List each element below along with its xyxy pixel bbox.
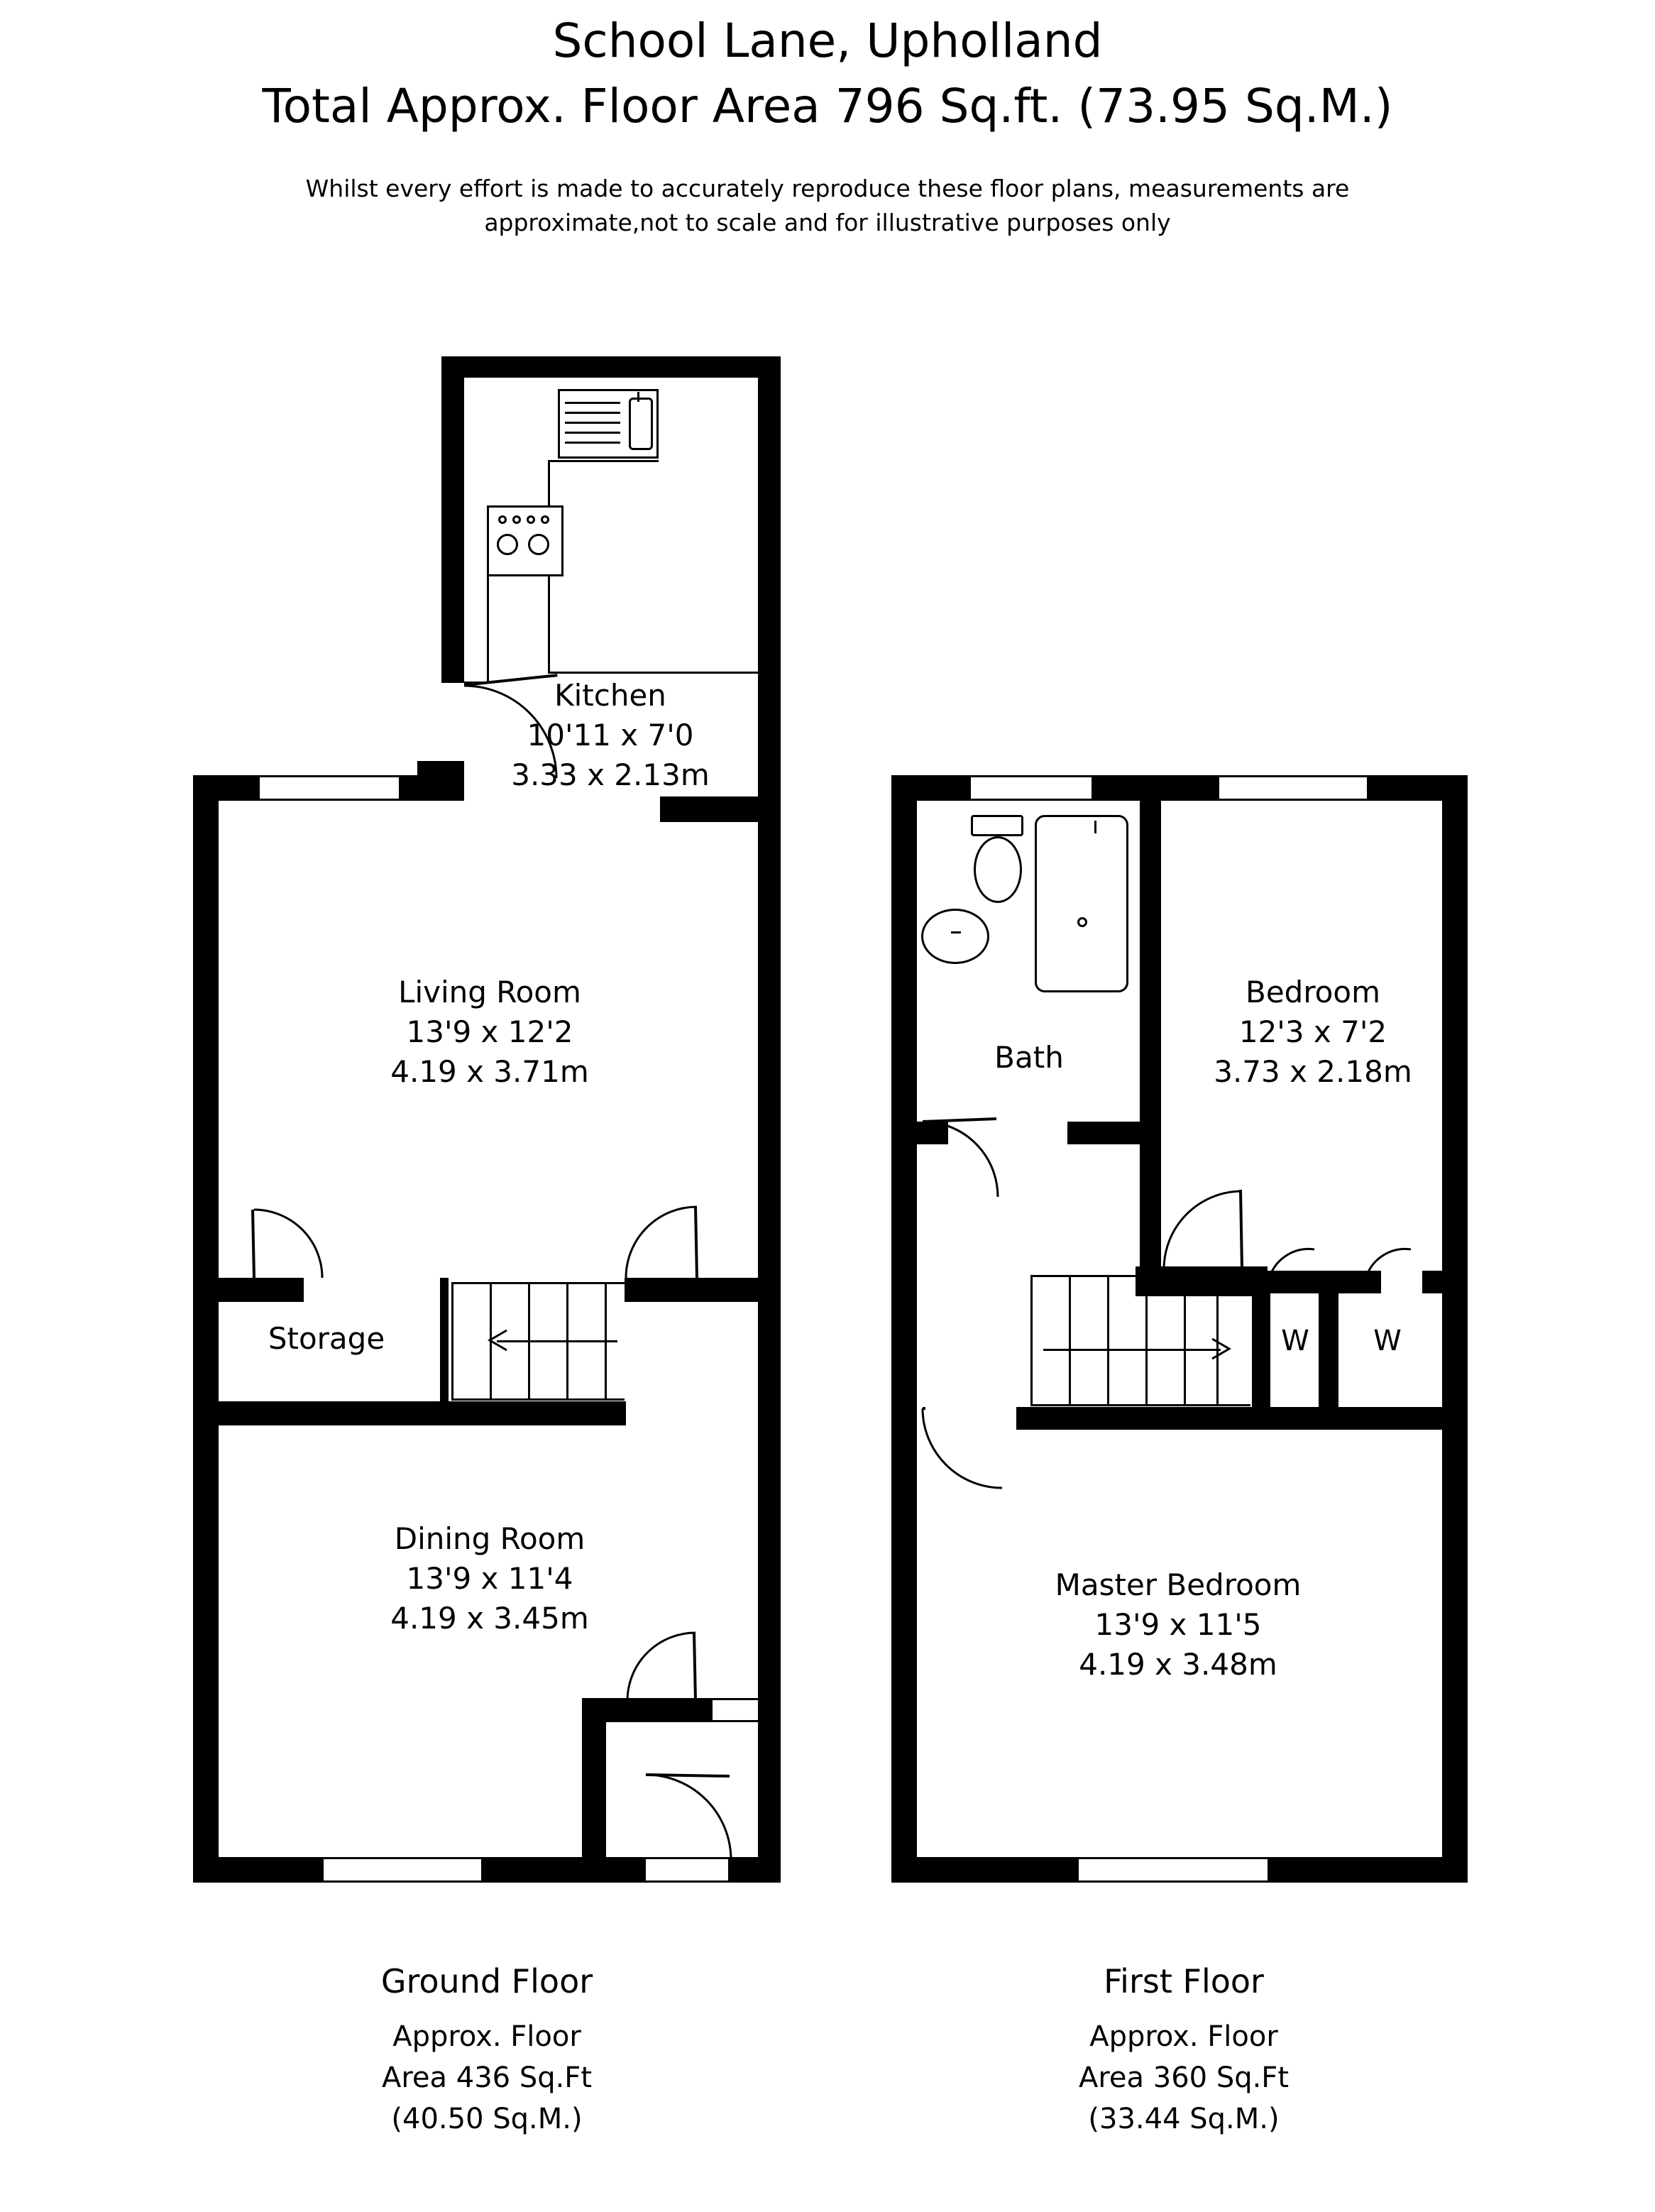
toilet-cistern <box>971 815 1023 836</box>
first-floor-caption-name: First Floor <box>1104 1962 1264 2000</box>
disclaimer-line-1: Whilst every effort is made to accurately reproduce these floor plans, measurements are <box>305 175 1350 202</box>
dining-rear-door-swing-1 <box>625 1633 717 1704</box>
storage-door <box>244 1210 322 1281</box>
wardrobe-door-2 <box>1367 1247 1425 1278</box>
wardrobe-label-2: W <box>1373 1325 1402 1357</box>
bedroom-wall-left <box>1140 1122 1161 1278</box>
living-hall-wall <box>193 1278 304 1302</box>
master-bedroom-imperial: 13'9 x 11'5 <box>1094 1607 1262 1642</box>
hall-wall-bottom <box>449 1401 626 1425</box>
bath-window <box>971 775 1092 801</box>
wash-basin <box>921 909 989 964</box>
living-room-metric: 4.19 x 3.71m <box>390 1054 589 1089</box>
kitchen-sink-basin <box>629 398 653 450</box>
living-room-imperial: 13'9 x 12'2 <box>406 1014 573 1049</box>
bedroom-door <box>1161 1190 1268 1272</box>
bath-tub <box>1035 815 1128 992</box>
kitchen-wall-top <box>441 356 781 378</box>
ground-floor-caption <box>217 1959 757 2140</box>
page-title: School Lane, Upholland <box>552 13 1103 68</box>
dining-room-label <box>305 1519 674 1638</box>
kitchen-unit-left-run <box>487 576 489 683</box>
kitchen-sink-drainer-line-1 <box>565 402 620 404</box>
stairs-first-landing-block <box>1136 1271 1269 1296</box>
dining-room-window <box>324 1857 481 1883</box>
wardrobe-label-1: W <box>1281 1325 1309 1357</box>
kitchen-hob-knob-3 <box>527 515 535 524</box>
bath-name: Bath <box>994 1040 1064 1075</box>
wardrobe-door-1 <box>1270 1247 1323 1278</box>
stairs-ground-outline-bottom <box>451 1398 625 1401</box>
kitchen-hob-ring-1 <box>497 534 518 555</box>
kitchen-hob-knob-2 <box>512 515 521 524</box>
first-floor-wall-right <box>1442 775 1468 1883</box>
master-bedroom-window <box>1079 1857 1268 1883</box>
kitchen-metric: 3.33 x 2.13m <box>511 757 710 792</box>
kitchen-sink-drainer-line-4 <box>565 432 620 434</box>
stairs-ground-arrow-shaft <box>497 1340 617 1342</box>
bath-tub-plug <box>1077 917 1087 927</box>
living-room-window <box>260 775 399 801</box>
storage-wall-right <box>440 1278 449 1413</box>
living-hall-wall-right <box>625 1278 781 1302</box>
living-room-name: Living Room <box>398 975 581 1009</box>
disclaimer-line-2: approximate,not to scale and for illustrative purposes only <box>484 209 1171 236</box>
kitchen-sink-drainer-line-5 <box>565 442 620 444</box>
wardrobe-bottom-wall <box>1016 1407 1468 1430</box>
house-wall-left <box>193 775 219 1883</box>
living-room-label <box>305 973 674 1092</box>
toilet-pan <box>974 836 1022 903</box>
stairs-first-arrow-shaft <box>1043 1349 1221 1351</box>
kitchen-hob-ring-2 <box>528 534 549 555</box>
stairs-ground-step-1 <box>451 1282 453 1400</box>
total-area-line: Total Approx. Floor Area 796 Sq.ft. (73.95 Sq.M.) <box>262 79 1393 133</box>
bath-door <box>923 1119 1029 1197</box>
kitchen-hob-knob-4 <box>541 515 549 524</box>
dining-rear-door-swing-2 <box>646 1775 745 1863</box>
wardrobe-top-wall-3 <box>1422 1271 1468 1293</box>
ground-floor-caption-line-1: Approx. Floor <box>392 2020 581 2053</box>
kitchen-sink-drainer-line-3 <box>565 422 620 424</box>
wardrobe-divider-wall-mid <box>1319 1271 1338 1428</box>
storage-wall-bottom <box>193 1401 449 1425</box>
kitchen-worktop-right-end <box>548 672 758 674</box>
ground-floor-caption-line-3: (40.50 Sq.M.) <box>391 2103 583 2135</box>
bedroom-window <box>1219 775 1367 801</box>
dining-room-name: Dining Room <box>394 1521 585 1556</box>
stairs-ground-outline-top <box>451 1282 625 1284</box>
first-floor-wall-left <box>891 775 917 1883</box>
kitchen-sink-drainer-line-2 <box>565 412 620 414</box>
master-bedroom-name: Master Bedroom <box>1055 1567 1302 1602</box>
stairs-ground-arrow-head <box>490 1330 514 1354</box>
bath-label <box>916 1038 1143 1078</box>
dining-rear-wall-vert <box>582 1698 606 1861</box>
bath-tap <box>1094 821 1096 833</box>
first-floor-caption-line-1: Approx. Floor <box>1089 2020 1278 2053</box>
dining-room-imperial: 13'9 x 11'4 <box>406 1561 573 1596</box>
bedroom-metric: 3.73 x 2.18m <box>1214 1054 1412 1089</box>
ground-floor-caption-line-2: Area 436 Sq.Ft <box>381 2062 592 2094</box>
ground-floor-caption-name: Ground Floor <box>380 1962 593 2000</box>
dining-room-metric: 4.19 x 3.45m <box>390 1601 589 1636</box>
kitchen-hob-knob-1 <box>498 515 507 524</box>
kitchen-imperial: 10'11 x 7'0 <box>527 718 694 752</box>
bedroom-imperial: 12'3 x 7'2 <box>1238 1014 1387 1049</box>
wash-basin-tap <box>951 931 961 933</box>
stairs-first-step-2 <box>1069 1275 1071 1406</box>
storage-name: Storage <box>268 1321 385 1356</box>
hall-living-door <box>625 1207 717 1281</box>
bedroom-name: Bedroom <box>1246 975 1380 1009</box>
kitchen-tap <box>637 392 639 402</box>
stairs-first-arrow-head <box>1206 1339 1231 1363</box>
stairs-first-step-1 <box>1030 1275 1033 1406</box>
master-bedroom-metric: 4.19 x 3.48m <box>1079 1647 1277 1682</box>
kitchen-wall-left <box>441 356 464 683</box>
first-floor-caption-line-3: (33.44 Sq.M.) <box>1088 2103 1280 2135</box>
kitchen-name: Kitchen <box>554 678 666 713</box>
kitchen-worktop-top <box>548 460 659 462</box>
first-floor-caption <box>914 1959 1453 2140</box>
master-bedroom-door <box>923 1408 1030 1491</box>
rear-door-window <box>713 1698 758 1722</box>
storage-label <box>234 1319 419 1359</box>
kitchen-label <box>426 676 795 795</box>
bedroom-label <box>1157 973 1469 1092</box>
master-bedroom-label <box>1001 1565 1356 1685</box>
stairs-first-step-3 <box>1107 1275 1109 1406</box>
first-floor-caption-line-2: Area 360 Sq.Ft <box>1078 2062 1289 2094</box>
